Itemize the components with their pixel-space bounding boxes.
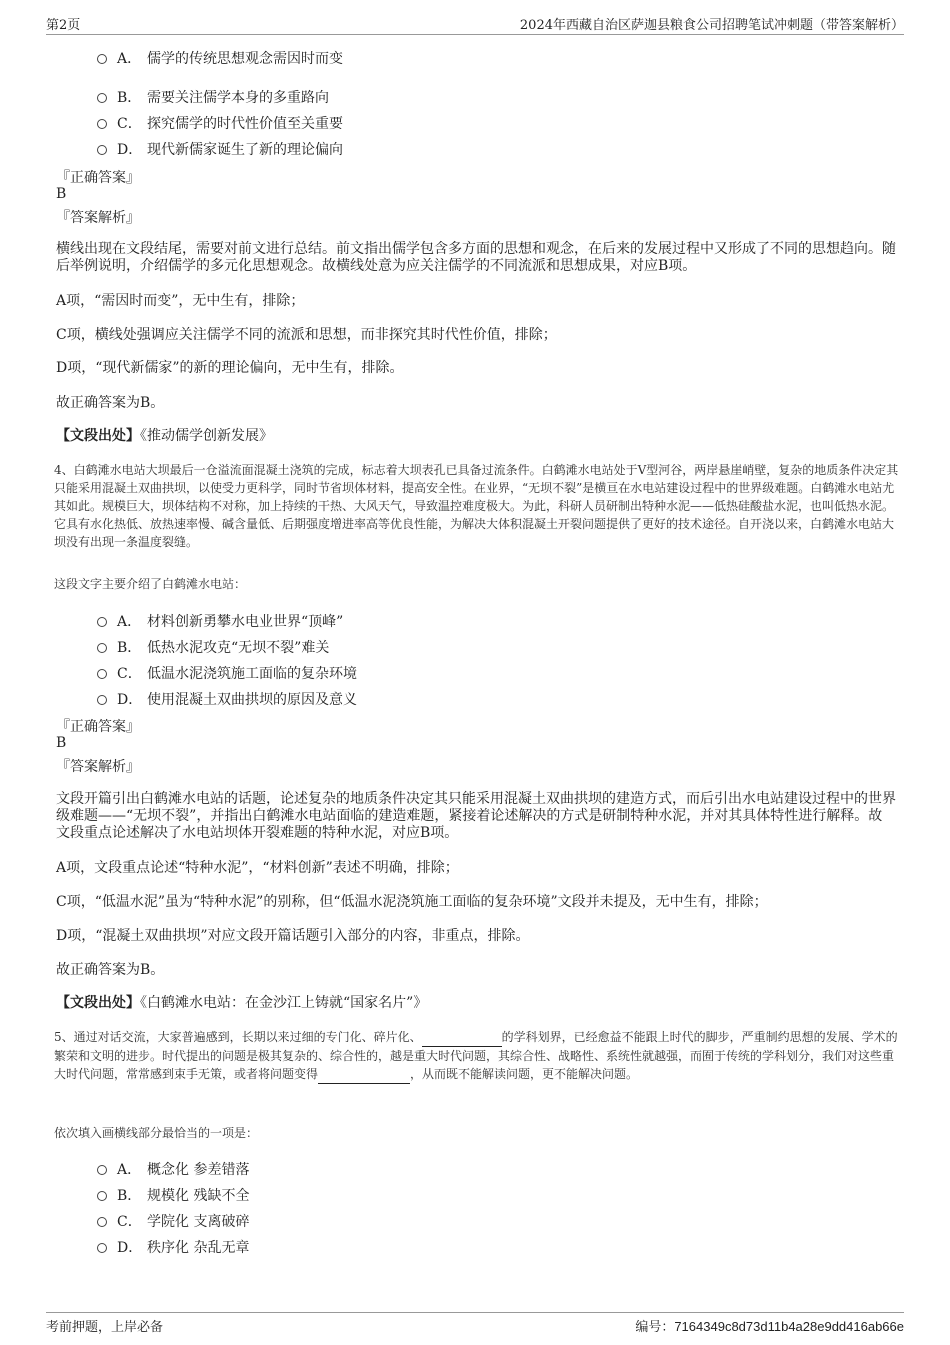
radio-icon[interactable] [97,145,107,155]
radio-icon[interactable] [97,54,107,64]
q3-option-a[interactable]: A． 儒学的传统思想观念需因时而变 [97,48,343,68]
q5-option-b[interactable]: B． 规模化 残缺不全 [97,1185,249,1205]
q5-option-a[interactable]: A． 概念化 参差错落 [97,1159,249,1179]
radio-icon[interactable] [97,93,107,103]
q4-option-d[interactable]: D． 使用混凝土双曲拱坝的原因及意义 [97,689,357,709]
q4-analysis-label: 『答案解析』 [56,759,140,775]
q4-prompt: 这段文字主要介绍了白鹤滩水电站： [54,577,247,591]
q3-conclusion: 故正确答案为B。 [56,395,165,411]
q3-analysis-label: 『答案解析』 [56,210,140,226]
radio-icon[interactable] [97,669,107,679]
page-number: 第2页 [46,18,81,33]
q3-option-c[interactable]: C． 探究儒学的时代性价值至关重要 [97,113,343,133]
q4-analysis: 文段开篇引出白鹤滩水电站的话题，论述复杂的地质条件决定其只能采用混凝土双曲拱坝的建造方式，而后引出水电站建设过程中的世界级难题——“无坝不裂”，并指出白鹤滩水电站面临的建造难题，紧接着论述解决的方式是研制特种水泥，并对其具体特性进行解释。故文段重点论述解决了水电站坝体开裂难题的特种水泥，对应B项。 [56,791,896,841]
q5-blank-2[interactable] [318,1065,410,1084]
document-code: 编号：7164349c8d73d11b4a28e9dd416ab66e [635,1319,904,1335]
q3-option-d[interactable]: D． 现代新儒家诞生了新的理论偏向 [97,139,343,159]
radio-icon[interactable] [97,643,107,653]
q4-answer-label: 『正确答案』 [56,719,140,735]
q5-blank-1[interactable] [422,1028,502,1047]
q4-option-a[interactable]: A． 材料创新勇攀水电业世界“顶峰” [97,611,343,631]
q4-option-b[interactable]: B． 低热水泥攻克“无坝不裂”难关 [97,637,329,657]
q5-prompt: 依次填入画横线部分最恰当的一项是： [54,1126,259,1140]
q3-note-c: C项，横线处强调应关注儒学不同的流派和思想，而非探究其时代性价值，排除； [56,327,557,343]
q4-option-c[interactable]: C． 低温水泥浇筑施工面临的复杂环境 [97,663,357,683]
q4-answer: B [56,735,67,751]
q3-option-b[interactable]: B． 需要关注儒学本身的多重路向 [97,87,329,107]
q5-option-d[interactable]: D． 秩序化 杂乱无章 [97,1237,249,1257]
q4-question: 4、白鹤滩水电站大坝最后一仓溢流面混凝土浇筑的完成，标志着大坝表孔已具备过流条件。白鹤滩水电站处于V型河谷，两岸悬崖峭壁，复杂的地质条件决定其只能采用混凝土双曲拱坝，以使受力更科学，同时节省坝体材料，提高安全性。在业界，“无坝不裂”是横亘在水电站建设过程中的世界级难题。白鹤滩水电站尤其如此。规模巨大，坝体结构不对称，加上持续的干热、大风天气，导致温控难度极大。为此，科研人员研制出特种水泥——低热硅酸盐水泥，也叫低热水泥。它具有水化热低、放热速率慢、碱含量低、后期强度增进率高等优良性能，为解决大体积混凝土开裂问题提供了更好的技术途径。自开浇以来，白鹤滩水电站大坝没有出现一条温度裂缝。 [54,463,899,549]
page-footer [46,1312,904,1335]
radio-icon[interactable] [97,695,107,705]
radio-icon[interactable] [97,1243,107,1253]
footer-slogan: 考前押题，上岸必备 [46,1320,164,1335]
q3-answer-label: 『正确答案』 [56,170,140,186]
page-header [46,14,904,35]
radio-icon[interactable] [97,1217,107,1227]
q3-note-a: A项，“需因时而变”，无中生有，排除； [56,293,305,309]
radio-icon[interactable] [97,1191,107,1201]
q4-note-d: D项，“混凝土双曲拱坝”对应文段开篇话题引入部分的内容，非重点，排除。 [56,928,530,944]
q3-answer: B [56,186,67,202]
q3-note-d: D项，“现代新儒家”的新的理论偏向，无中生有，排除。 [56,360,404,376]
radio-icon[interactable] [97,1165,107,1175]
q5-option-c[interactable]: C． 学院化 支离破碎 [97,1211,249,1231]
q3-source: 【文段出处】《推动儒学创新发展》 [56,428,273,444]
document-title: 2024年西藏自治区萨迦县粮食公司招聘笔试冲刺题（带答案解析） [519,18,904,33]
q4-note-c: C项，“低温水泥”虽为“特种水泥”的别称，但“低温水泥浇筑施工面临的复杂环境”文段并未提及，无中生有，排除； [56,894,768,910]
q4-source: 【文段出处】《白鹤滩水电站：在金沙江上铸就“国家名片”》 [56,995,428,1011]
q4-note-a: A项，文段重点论述“特种水泥”，“材料创新”表述不明确，排除； [56,860,459,876]
radio-icon[interactable] [97,119,107,129]
q3-analysis: 横线出现在文段结尾，需要对前文进行总结。前文指出儒学包含多方面的思想和观念，在后来的发展过程中又形成了不同的思想趋向。随后举例说明，介绍儒学的多元化思想观念。故横线处意为应关注儒学的不同流派和思想成果，对应B项。 [56,241,896,274]
q5-question: 5、通过对话交流，大家普遍感到，长期以来过细的专门化、碎片化、 的学科划界，已经愈益不能跟上时代的脚步，严重制约思想的发展、学术的繁荣和文明的进步。时代提出的问题是极其复杂的、综合性的，越是重大时代问题，其综合性、战略性、系统性就越强，而囿于传统的学科划分，我们对这些重大时代问题，常常感到束手无策，或者将问题变得 ，从而既不能解读问题，更不能解决问题。 [54,1028,899,1084]
q4-conclusion: 故正确答案为B。 [56,962,165,978]
radio-icon[interactable] [97,617,107,627]
